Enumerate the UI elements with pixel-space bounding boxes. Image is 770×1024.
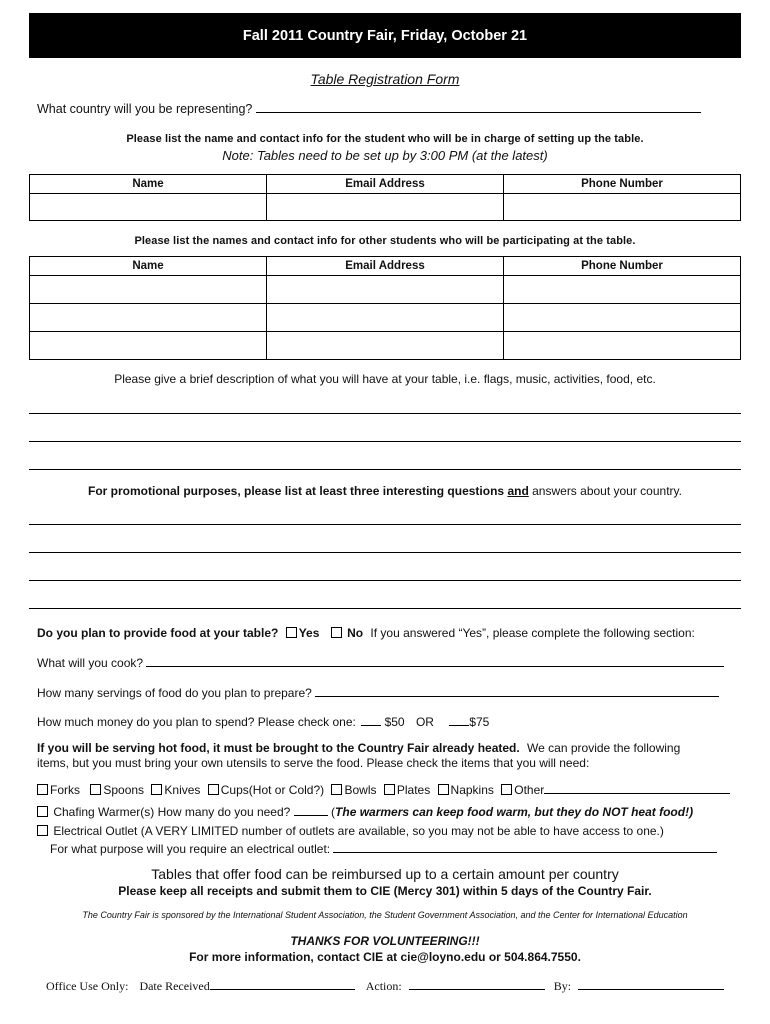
food-question-label: Do you plan to provide food at your table? <box>37 626 279 640</box>
promo-line-2[interactable] <box>29 552 741 553</box>
email-cell[interactable] <box>267 276 504 304</box>
country-question-label: What country will you be representing? <box>37 102 253 116</box>
form-header <box>29 13 741 58</box>
food-question-row <box>37 626 695 640</box>
no-label: No <box>347 626 364 640</box>
outlet-row <box>37 824 664 838</box>
warmer-checkbox[interactable] <box>37 806 48 817</box>
no-checkbox[interactable] <box>331 627 342 638</box>
col-name: Name <box>30 175 267 194</box>
col-name: Name <box>30 257 267 276</box>
contact-info: For more information, contact CIE at cie@loyno.edu or 504.864.7550. <box>189 950 581 964</box>
lead-note: Note: Tables need to be set up by 3:00 PM (at the latest) <box>222 148 548 163</box>
servings-input[interactable] <box>315 685 719 697</box>
outlet-purpose-row <box>50 841 717 856</box>
table-header-row <box>30 175 741 194</box>
col-phone: Phone Number <box>504 257 741 276</box>
other-checkbox[interactable] <box>501 784 512 795</box>
item-plates: Plates <box>396 783 431 797</box>
promo-prompt <box>29 484 741 498</box>
form-title: Table Registration Form <box>310 71 460 87</box>
description-line-3[interactable] <box>29 469 741 470</box>
phone-cell[interactable] <box>504 194 741 221</box>
table-row <box>30 276 741 304</box>
country-question-row <box>37 101 701 116</box>
food-followup: If you answered “Yes”, please complete the following section: <box>370 626 695 640</box>
name-cell[interactable] <box>30 276 267 304</box>
promo-line-1[interactable] <box>29 524 741 525</box>
hot-food-bold: If you will be serving hot food, it must be brought to the Country Fair already heated. <box>37 741 520 755</box>
option-50-blank[interactable] <box>361 714 381 726</box>
hot-food-rest-1: We can provide the following <box>527 741 681 755</box>
warmer-label: Chafing Warmer(s) How many do you need? <box>53 805 291 819</box>
promo-and: and <box>507 484 529 498</box>
servings-row <box>37 685 719 700</box>
napkins-checkbox[interactable] <box>438 784 449 795</box>
cook-row <box>37 655 724 670</box>
item-napkins: Napkins <box>450 783 494 797</box>
bowls-checkbox[interactable] <box>331 784 342 795</box>
col-email: Email Address <box>267 257 504 276</box>
other-input[interactable] <box>544 782 730 794</box>
cups-checkbox[interactable] <box>208 784 219 795</box>
phone-cell[interactable] <box>504 304 741 332</box>
reimburse-note: Tables that offer food can be reimbursed up to a certain amount per country <box>151 866 619 882</box>
action-label: Action: <box>365 979 402 993</box>
promo-rest: answers about your country. <box>532 484 682 498</box>
description-line-1[interactable] <box>29 413 741 414</box>
or-label: OR <box>415 715 434 729</box>
thanks-message: THANKS FOR VOLUNTEERING!!! <box>290 934 480 948</box>
utensil-items-row <box>37 782 730 797</box>
item-bowls: Bowls <box>344 783 377 797</box>
servings-label: How many servings of food do you plan to prepare? <box>37 686 312 700</box>
col-phone: Phone Number <box>504 175 741 194</box>
option-75-blank[interactable] <box>449 714 469 726</box>
cook-input[interactable] <box>146 655 724 667</box>
office-label: Office Use Only: <box>46 979 129 993</box>
participants-instruction: Please list the names and contact info for other students who will be participating at the table. <box>134 235 636 247</box>
plates-checkbox[interactable] <box>384 784 395 795</box>
money-label: How much money do you plan to spend? Please check one: <box>37 715 356 729</box>
date-received-label: Date Received <box>139 979 210 993</box>
office-use-row <box>46 978 724 994</box>
participants-table <box>29 256 741 360</box>
email-cell[interactable] <box>267 332 504 360</box>
cook-label: What will you cook? <box>37 656 144 670</box>
lead-contact-table <box>29 174 741 221</box>
table-row <box>30 332 741 360</box>
table-row <box>30 304 741 332</box>
by-input[interactable] <box>578 978 724 990</box>
money-row <box>37 714 489 729</box>
outlet-checkbox[interactable] <box>37 825 48 836</box>
lead-instruction: Please list the name and contact info for the student who will be in charge of setting up the table. <box>126 133 644 145</box>
item-other: Other <box>514 783 545 797</box>
email-cell[interactable] <box>267 194 504 221</box>
name-cell[interactable] <box>30 332 267 360</box>
item-cups: Cups(Hot or Cold?) <box>220 783 325 797</box>
outlet-label: Electrical Outlet (A VERY LIMITED number of outlets are available, so you may not be able to have access to one.) <box>53 824 664 838</box>
promo-bold: For promotional purposes, please list at least three interesting questions <box>88 484 505 498</box>
name-cell[interactable] <box>30 304 267 332</box>
hot-food-rest-2: items, but you must bring your own utensils to serve the food. Please check the items that you will need: <box>37 756 590 770</box>
promo-line-3[interactable] <box>29 580 741 581</box>
yes-checkbox[interactable] <box>286 627 297 638</box>
phone-cell[interactable] <box>504 332 741 360</box>
country-input[interactable] <box>256 101 701 113</box>
by-label: By: <box>553 979 572 993</box>
outlet-purpose-label: For what purpose will you require an electrical outlet: <box>50 842 331 856</box>
promo-line-4[interactable] <box>29 608 741 609</box>
forks-checkbox[interactable] <box>37 784 48 795</box>
warmer-count-input[interactable] <box>294 804 328 816</box>
col-email: Email Address <box>267 175 504 194</box>
hot-food-note <box>37 741 727 771</box>
sponsor-note: The Country Fair is sponsored by the International Student Association, the Student Government Association, and the Center for International Education <box>82 910 688 920</box>
item-spoons: Spoons <box>103 783 145 797</box>
item-forks: Forks <box>50 783 80 797</box>
item-knives: Knives <box>164 783 201 797</box>
action-input[interactable] <box>409 978 545 990</box>
table-row <box>30 194 741 221</box>
warmer-row <box>37 804 693 819</box>
spoons-checkbox[interactable] <box>90 784 101 795</box>
warmer-note: The warmers can keep food warm, but they do NOT heat food!) <box>335 805 694 819</box>
email-cell[interactable] <box>267 304 504 332</box>
receipts-note: Please keep all receipts and submit them to CIE (Mercy 301) within 5 days of the Country Fair. <box>118 884 652 898</box>
option-50-label: $50 <box>384 715 405 729</box>
warmer-paren: ( <box>331 805 336 819</box>
description-line-2[interactable] <box>29 441 741 442</box>
yes-label: Yes <box>298 626 320 640</box>
phone-cell[interactable] <box>504 276 741 304</box>
knives-checkbox[interactable] <box>151 784 162 795</box>
name-cell[interactable] <box>30 194 267 221</box>
table-header-row <box>30 257 741 276</box>
header-title: Fall 2011 Country Fair, Friday, October 21 <box>242 27 528 44</box>
option-75-label: $75 <box>469 715 490 729</box>
outlet-purpose-input[interactable] <box>333 841 717 853</box>
description-prompt: Please give a brief description of what you will have at your table, i.e. flags, music, activities, food, etc. <box>114 372 656 386</box>
date-received-input[interactable] <box>210 978 355 990</box>
